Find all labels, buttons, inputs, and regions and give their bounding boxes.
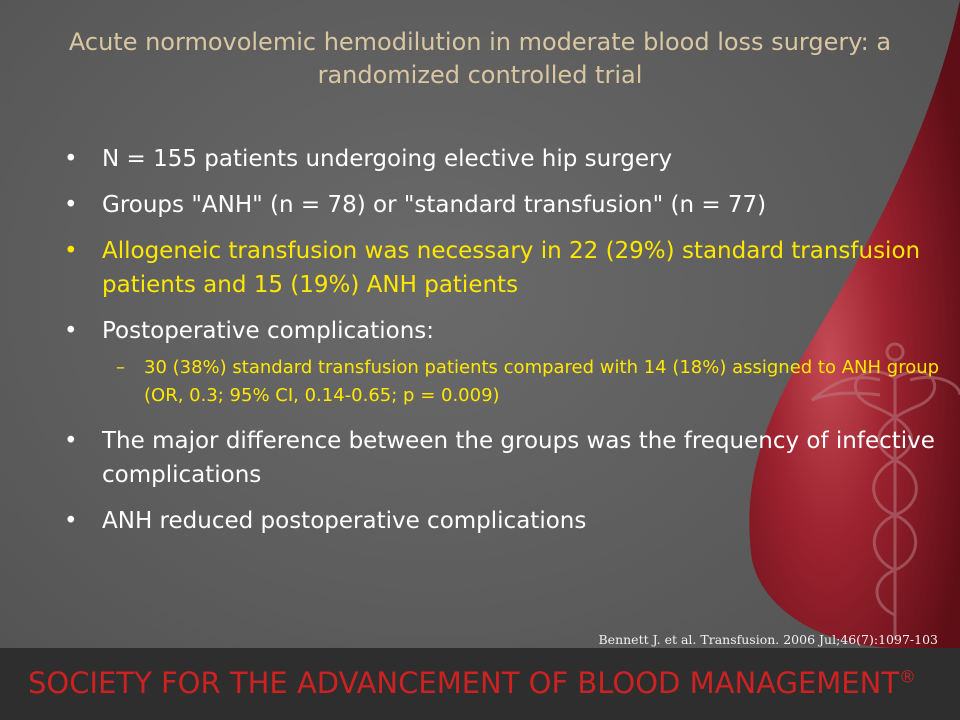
- sub-list-item: – 30 (38%) standard transfusion patients compared with 14 (18%) assigned to ANH group (OR, 0.3; 95% CI, 0.14-0.65; p = 0.009): [64, 354, 944, 410]
- list-item: • The major difference between the groups was the frequency of infective complications: [64, 424, 944, 492]
- registered-mark: ®: [899, 667, 917, 688]
- organization-logo-text: [28, 666, 916, 700]
- list-item: • ANH reduced postoperative complications: [64, 504, 944, 538]
- bullet-list: [64, 142, 944, 550]
- slide-title: Acute normovolemic hemodilution in moderate blood loss surgery: a randomized controlled trial: [68, 28, 892, 89]
- citation: Bennett J. et al. Transfusion. 2006 Jul;46(7):1097-103: [598, 632, 938, 647]
- organization-name: SOCIETY FOR THE ADVANCEMENT OF BLOOD MANAGEMENT: [28, 666, 900, 700]
- list-item: • Postoperative complications:: [64, 314, 944, 348]
- footer-bar: [0, 648, 960, 720]
- list-item: • Groups "ANH" (n = 78) or "standard transfusion" (n = 77): [64, 188, 944, 222]
- list-item-highlighted: • Allogeneic transfusion was necessary in 22 (29%) standard transfusion patients and 15 (19%) ANH patients: [64, 234, 944, 302]
- list-item: • N = 155 patients undergoing elective hip surgery: [64, 142, 944, 176]
